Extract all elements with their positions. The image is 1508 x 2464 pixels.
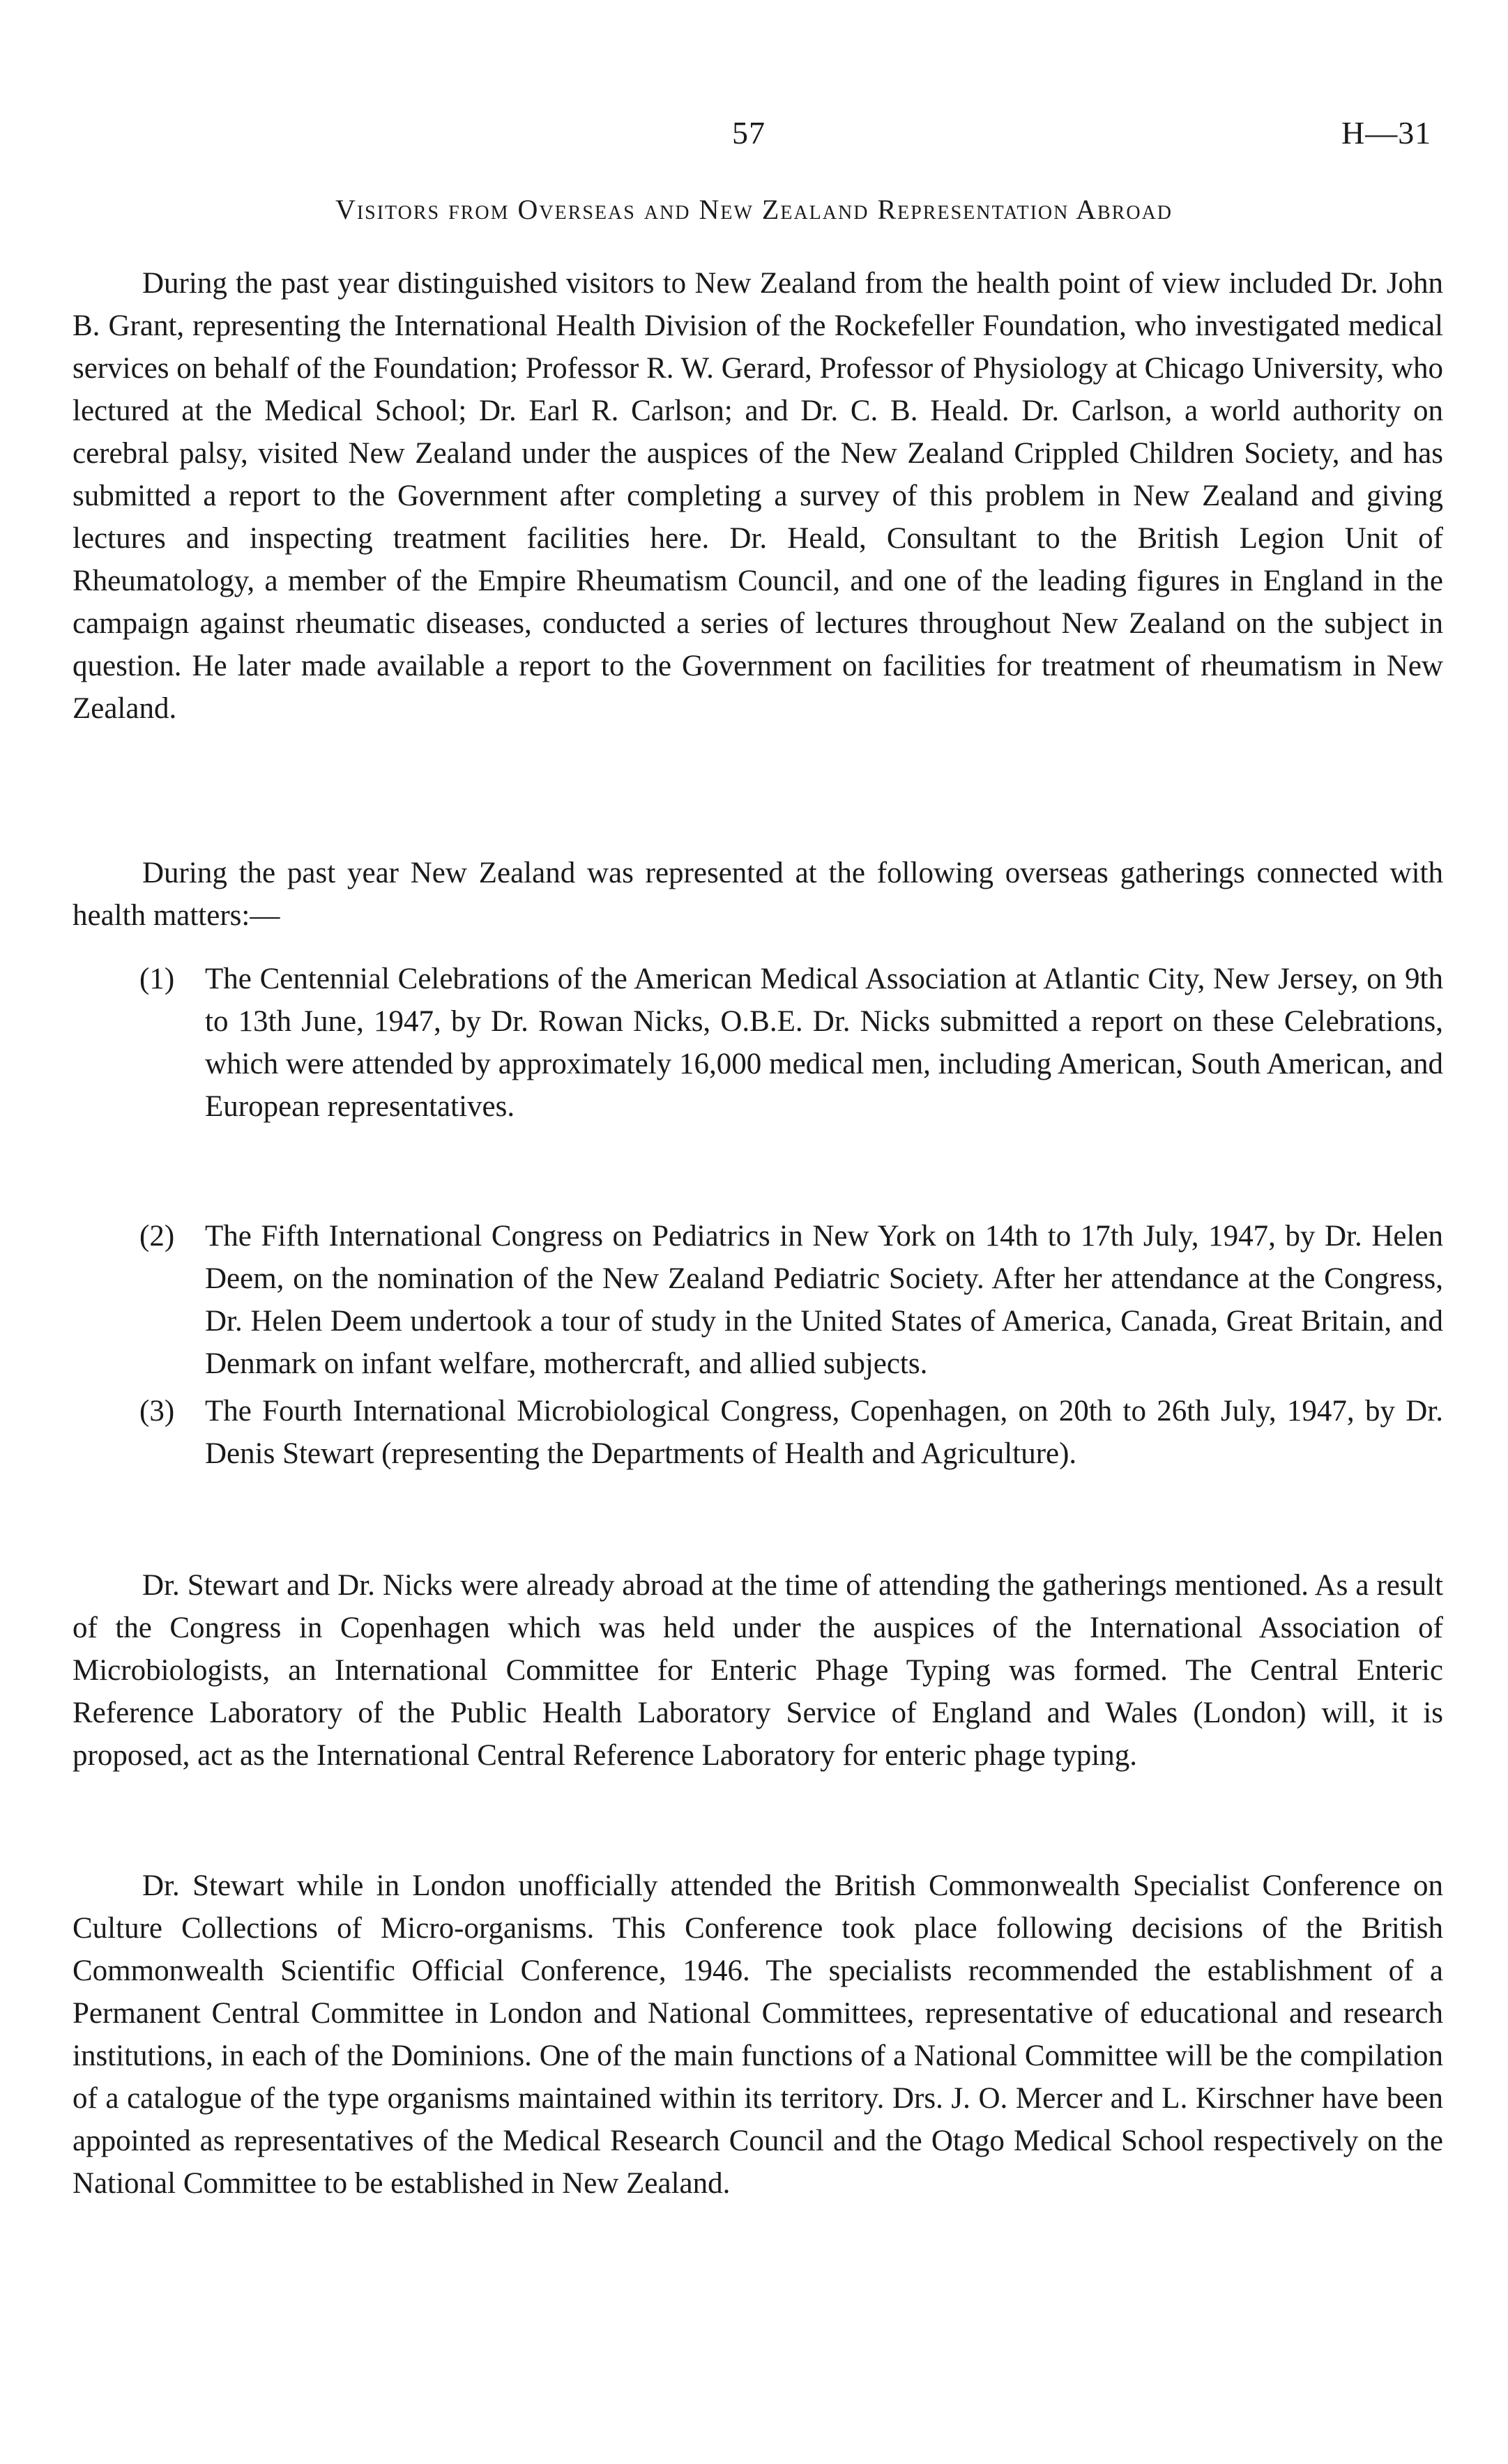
list-item-number: (2) [139, 1220, 175, 1253]
gathering-item-3 [139, 1390, 1443, 1475]
list-item [139, 1215, 1443, 1385]
section-heading: Visitors from Overseas and New Zealand Representation Abroad [335, 194, 1173, 225]
page-number: 57 [732, 115, 766, 151]
page-reference: H—31 [1341, 115, 1432, 151]
list-item-number: (3) [139, 1395, 175, 1428]
list-item-number: (1) [139, 963, 175, 995]
paragraph-phage-typing: Dr. Stewart and Dr. Nicks were already abroad at the time of attending the gatherings mentioned. As a result of the Congress in Copenhagen which was held under the auspices of the International Association of Microbiologists, an International Committee for Enteric Phage Typing was formed. The Central Enteric Reference Laboratory of the Public Health Laboratory Service of England and Wales (London) will, it is proposed, act as the International Central Reference Laboratory for enteric phage typing. [73, 1569, 1443, 1772]
gathering-item-2 [139, 1215, 1443, 1385]
list-item [139, 958, 1443, 1128]
paragraph-culture-collections: Dr. Stewart while in London unofficially attended the British Commonwealth Specialist Conference on Culture Collections of Micro-organisms. This Conference took place following decisions of the British Commonwealth Scientific Official Conference, 1946. The specialists recommended the establishment of a Permanent Central Committee in London and National Committees, representative of educational and research institutions, in each of the Dominions. One of the main functions of a National Committee will be the compilation of a catalogue of the type organisms maintained within its territory. Drs. J. O. Mercer and L. Kirschner have been appointed as representatives of the Medical Research Council and the Otago Medical School respectively on the National Committee to be established in New Zealand. [73, 1869, 1443, 2200]
list-item [139, 1390, 1443, 1475]
gathering-item-1 [139, 958, 1443, 1128]
list-item-text: The Fifth International Congress on Pediatrics in New York on 14th to 17th July, 1947, by Dr. Helen Deem, on the nomination of the New Zealand Pediatric Society. After her attendance at the Congress, Dr. Helen Deem undertook a tour of study in the United States of America, Canada, Great Britain, and Denmark on infant welfare, mothercraft, and allied subjects. [205, 1220, 1443, 1380]
list-item-text: The Centennial Celebrations of the American Medical Association at Atlantic City, New Jersey, on 9th to 13th June, 1947, by Dr. Rowan Nicks, O.B.E. Dr. Nicks submitted a report on these Celebrations, which were attended by approximately 16,000 medical men, including American, South American, and European representatives. [205, 963, 1443, 1123]
paragraph-gatherings-intro: During the past year New Zealand was represented at the following overseas gatherings connected with health matters:— [73, 857, 1443, 932]
paragraph-visitors: During the past year distinguished visitors to New Zealand from the health point of view included Dr. John B. Grant, representing the International Health Division of the Rockefeller Foundation, who investigated medical services on behalf of the Foundation; Professor R. W. Gerard, Professor of Physiology at Chicago University, who lectured at the Medical School; Dr. Earl R. Carlson; and Dr. C. B. Heald. Dr. Carlson, a world authority on cerebral palsy, visited New Zealand under the auspices of the New Zealand Crippled Children Society, and has submitted a report to the Government after completing a survey of this problem in New Zealand and giving lectures and inspecting treatment facilities here. Dr. Heald, Consultant to the British Legion Unit of Rheumatology, a member of the Empire Rheumatism Council, and one of the leading figures in England in the campaign against rheumatic diseases, conducted a series of lectures throughout New Zealand on the subject in question. He later made available a report to the Government on facilities for treatment of rheumatism in New Zealand. [73, 267, 1443, 725]
list-item-text: The Fourth International Microbiological Congress, Copenhagen, on 20th to 26th July, 1947, by Dr. Denis Stewart (representing the Departments of Health and Agriculture). [205, 1395, 1443, 1470]
